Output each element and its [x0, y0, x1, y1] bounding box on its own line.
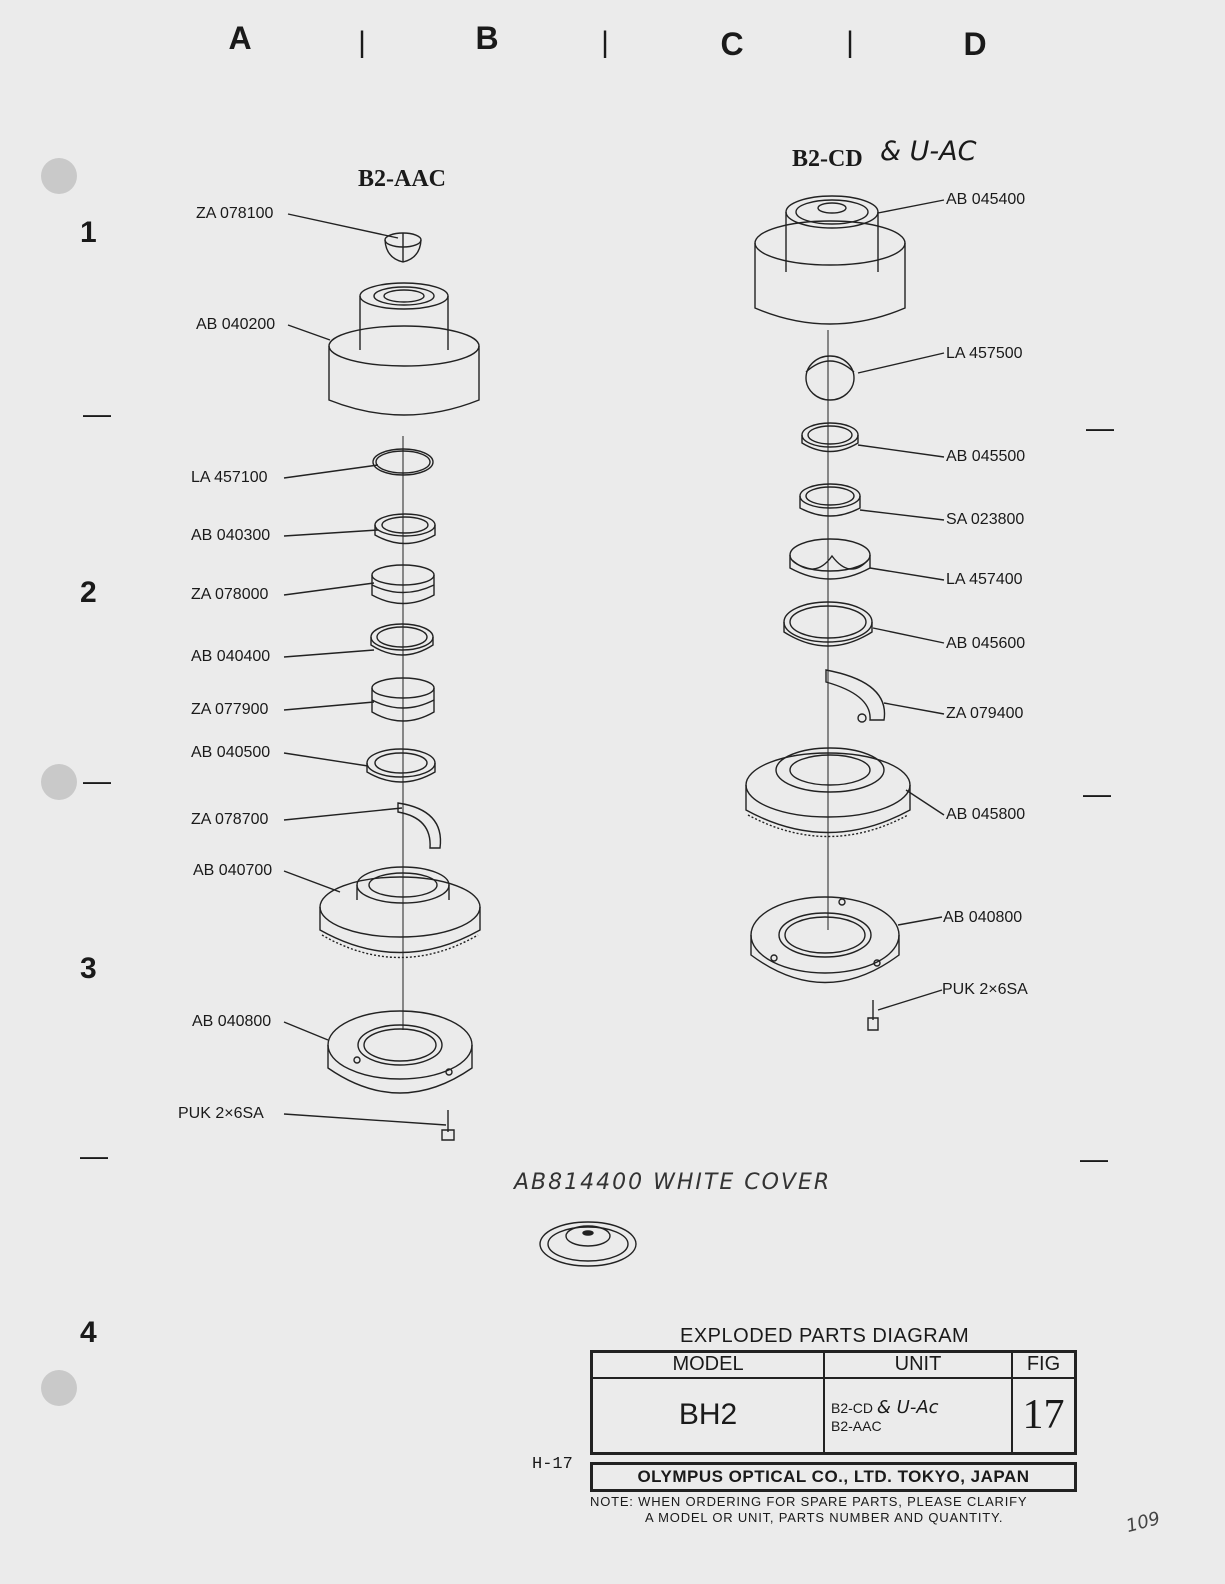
title-block-heading: EXPLODED PARTS DIAGRAM: [680, 1325, 970, 1347]
part-label: ZA 078700: [191, 811, 269, 828]
row-divider-mark: —: [1086, 412, 1114, 443]
unit-line1-typed: B2-CD: [831, 1399, 874, 1416]
row-label-2: 2: [80, 576, 97, 609]
ordering-note: [590, 1494, 1090, 1526]
model-value: BH2: [592, 1378, 825, 1454]
part-label: AB 045400: [946, 191, 1026, 208]
part-label: AB 045600: [946, 635, 1026, 652]
column-label-c: C: [720, 26, 744, 62]
part-label: AB 040200: [196, 316, 276, 333]
row-divider-mark: —: [83, 398, 111, 429]
page-code: H-17: [532, 1455, 573, 1474]
part-label: AB 040800: [943, 909, 1023, 926]
part-label: AB 040300: [191, 527, 271, 544]
fig-header: FIG: [1012, 1352, 1076, 1378]
unit-line1-handwritten: & U-Ac: [876, 1396, 939, 1418]
ordering-note-line1: NOTE: WHEN ORDERING FOR SPARE PARTS, PLEASE CLARIFY: [590, 1494, 1028, 1509]
part-label: ZA 079400: [946, 705, 1024, 722]
column-divider: |: [846, 26, 854, 59]
part-label: AB 040400: [191, 648, 271, 665]
row-divider-mark: —: [1080, 1143, 1108, 1174]
part-label: PUK 2×6SA: [178, 1105, 264, 1122]
left-assembly-title: B2-AAC: [358, 166, 446, 192]
part-label: ZA 077900: [191, 701, 269, 718]
row-divider-mark: —: [83, 765, 111, 796]
part-label: AB 045500: [946, 448, 1026, 465]
title-block: [590, 1350, 1077, 1455]
part-label: LA 457500: [946, 345, 1023, 362]
company-name: OLYMPUS OPTICAL CO., LTD. TOKYO, JAPAN: [590, 1462, 1077, 1492]
right-assembly-title: B2-CD: [792, 146, 863, 172]
column-label-d: D: [963, 26, 987, 62]
part-label: AB 040800: [192, 1013, 272, 1030]
handwritten-white-cover-note: AB814400 WHITE COVER: [514, 1170, 832, 1195]
part-cap-left: [385, 233, 421, 262]
unit-line2: B2-AAC: [831, 1417, 882, 1434]
row-label-1: 1: [80, 216, 97, 249]
right-assembly-title-handwritten: & U-AC: [880, 136, 977, 167]
fig-value: 17: [1012, 1378, 1076, 1454]
part-label: AB 040700: [193, 862, 273, 879]
part-label: AB 040500: [191, 744, 271, 761]
ordering-note-line2: A MODEL OR UNIT, PARTS NUMBER AND QUANTITY.: [645, 1510, 1004, 1525]
part-housing-right: [755, 196, 905, 324]
part-housing-left: [329, 283, 479, 415]
row-label-3: 3: [80, 952, 97, 985]
unit-value: [824, 1378, 1012, 1454]
part-label: ZA 078000: [191, 586, 269, 603]
row-divider-mark: —: [1083, 778, 1111, 809]
part-label: SA 023800: [946, 511, 1025, 528]
part-label: AB 045800: [946, 806, 1026, 823]
column-label-b: B: [475, 20, 499, 56]
row-label-4: 4: [80, 1316, 97, 1349]
unit-header: UNIT: [824, 1352, 1012, 1378]
column-divider: |: [358, 26, 366, 59]
page-number: 109: [1123, 1507, 1163, 1538]
row-divider-mark: —: [80, 1140, 108, 1171]
part-label: ZA 078100: [196, 205, 274, 222]
column-divider: |: [601, 26, 609, 59]
white-cover-sketch: [540, 1222, 636, 1266]
part-label: LA 457400: [946, 571, 1023, 588]
part-label: LA 457100: [191, 469, 268, 486]
part-label: PUK 2×6SA: [942, 981, 1028, 998]
column-label-a: A: [228, 20, 252, 56]
model-header: MODEL: [592, 1352, 825, 1378]
